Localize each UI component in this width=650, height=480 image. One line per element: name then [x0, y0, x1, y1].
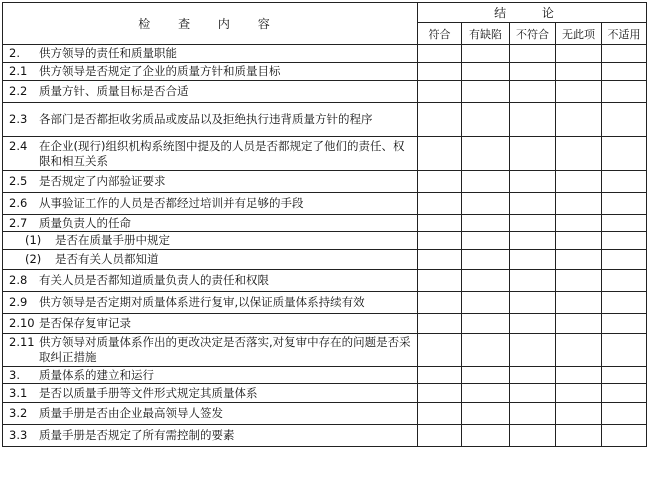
result-cell-nonconform[interactable] [510, 137, 556, 171]
result-cell-conform[interactable] [418, 367, 462, 384]
result-cell-nonconform[interactable] [510, 334, 556, 367]
table-row [3, 215, 647, 232]
result-cell-defect[interactable] [462, 81, 510, 103]
result-cell-defect[interactable] [462, 193, 510, 215]
result-cell-no-item[interactable] [556, 171, 602, 193]
result-cell-not-applicable[interactable] [602, 250, 647, 270]
item-number: 2.5 [9, 174, 28, 188]
row-content [3, 137, 418, 171]
result-cell-not-applicable[interactable] [602, 232, 647, 250]
row-content [3, 270, 418, 292]
result-cell-not-applicable[interactable] [602, 81, 647, 103]
result-cell-not-applicable[interactable] [602, 425, 647, 447]
table-row [3, 137, 647, 171]
result-cell-no-item[interactable] [556, 232, 602, 250]
result-cell-not-applicable[interactable] [602, 193, 647, 215]
result-cell-no-item[interactable] [556, 292, 602, 314]
checklist-sheet [2, 2, 646, 476]
result-cell-nonconform[interactable] [510, 292, 556, 314]
item-number: 2.6 [9, 196, 28, 210]
result-cell-defect[interactable] [462, 171, 510, 193]
item-number: 2.8 [9, 273, 28, 287]
result-cell-defect[interactable] [462, 334, 510, 367]
result-cell-conform[interactable] [418, 137, 462, 171]
item-number: 2.7 [9, 215, 28, 230]
row-content [3, 292, 418, 314]
item-number: 3.1 [9, 385, 28, 400]
item-text: 质量负责人的任命 [39, 215, 131, 230]
result-cell-nonconform[interactable] [510, 367, 556, 384]
result-cell-nonconform[interactable] [510, 63, 556, 81]
item-text: 质量方针、质量目标是否合适 [39, 84, 189, 98]
result-cell-conform[interactable] [418, 292, 462, 314]
result-cell-not-applicable[interactable] [602, 314, 647, 334]
result-cell-nonconform[interactable] [510, 45, 556, 63]
col-header-conform: 符合 [418, 23, 462, 45]
result-cell-conform[interactable] [418, 63, 462, 81]
result-cell-defect[interactable] [462, 137, 510, 171]
result-cell-defect[interactable] [462, 292, 510, 314]
item-text: 是否保存复审记录 [39, 316, 131, 330]
result-cell-nonconform[interactable] [510, 215, 556, 232]
result-cell-defect[interactable] [462, 215, 510, 232]
item-number: 3.2 [9, 406, 28, 420]
result-cell-defect[interactable] [462, 232, 510, 250]
result-cell-defect[interactable] [462, 45, 510, 63]
row-content [3, 81, 418, 103]
result-cell-no-item[interactable] [556, 367, 602, 384]
result-cell-no-item[interactable] [556, 103, 602, 137]
result-cell-no-item[interactable] [556, 425, 602, 447]
result-cell-nonconform[interactable] [510, 103, 556, 137]
result-cell-no-item[interactable] [556, 314, 602, 334]
table-row [3, 81, 647, 103]
row-content [3, 103, 418, 137]
result-cell-no-item[interactable] [556, 81, 602, 103]
item-text: 供方领导是否定期对质量体系进行复审,以保证质量体系持续有效 [39, 295, 365, 309]
result-cell-conform[interactable] [418, 270, 462, 292]
result-cell-conform[interactable] [418, 334, 462, 367]
item-number: (1) [25, 233, 42, 247]
result-cell-conform[interactable] [418, 45, 462, 63]
row-content [3, 314, 418, 334]
result-cell-not-applicable[interactable] [602, 137, 647, 171]
result-cell-nonconform[interactable] [510, 193, 556, 215]
item-number: (2) [25, 252, 42, 266]
row-content [3, 63, 418, 81]
result-cell-defect[interactable] [462, 103, 510, 137]
item-number: 3.3 [9, 428, 28, 442]
result-cell-not-applicable[interactable] [602, 367, 647, 384]
result-cell-nonconform[interactable] [510, 232, 556, 250]
checklist-body [3, 45, 647, 447]
result-cell-conform[interactable] [418, 193, 462, 215]
item-text: 质量手册是否由企业最高领导人签发 [39, 406, 223, 420]
result-cell-not-applicable[interactable] [602, 292, 647, 314]
item-number: 2.10 [9, 316, 35, 330]
table-row [3, 425, 647, 447]
result-cell-no-item[interactable] [556, 334, 602, 367]
table-row [3, 193, 647, 215]
result-cell-defect[interactable] [462, 367, 510, 384]
result-cell-nonconform[interactable] [510, 250, 556, 270]
result-cell-nonconform[interactable] [510, 270, 556, 292]
table-row [3, 250, 647, 270]
item-text: 供方领导对质量体系作出的更改决定是否落实,对复审中存在的问题是否采取纠正措施 [39, 335, 411, 364]
result-cell-no-item[interactable] [556, 250, 602, 270]
item-number: 3. [9, 367, 20, 382]
item-text: 是否在质量手册中规定 [55, 233, 170, 247]
result-cell-no-item[interactable] [556, 403, 602, 425]
result-cell-no-item[interactable] [556, 63, 602, 81]
col-header-nonconform: 不符合 [510, 23, 556, 45]
result-cell-not-applicable[interactable] [602, 171, 647, 193]
item-number: 2. [9, 46, 20, 60]
col-header-defect: 有缺陷 [462, 23, 510, 45]
item-text: 质量体系的建立和运行 [39, 367, 154, 382]
item-number: 2.4 [9, 138, 28, 153]
content-header: 检 查 内 容 [3, 3, 418, 45]
result-cell-conform[interactable] [418, 232, 462, 250]
result-cell-defect[interactable] [462, 63, 510, 81]
col-header-no-item: 无此项 [556, 23, 602, 45]
item-number: 2.9 [9, 295, 28, 309]
table-row [3, 45, 647, 63]
row-content [3, 334, 418, 367]
result-cell-no-item[interactable] [556, 215, 602, 232]
table-row [3, 292, 647, 314]
item-text: 供方领导的责任和质量职能 [39, 46, 177, 60]
result-cell-nonconform[interactable] [510, 384, 556, 403]
result-cell-conform[interactable] [418, 81, 462, 103]
result-cell-not-applicable[interactable] [602, 45, 647, 63]
item-text: 各部门是否都拒收劣质品或废品以及拒绝执行违背质量方针的程序 [39, 112, 373, 126]
result-cell-defect[interactable] [462, 384, 510, 403]
row-content [3, 232, 418, 250]
result-cell-conform[interactable] [418, 171, 462, 193]
table-row [3, 63, 647, 81]
item-text: 供方领导是否规定了企业的质量方针和质量目标 [39, 64, 281, 78]
result-cell-nonconform[interactable] [510, 314, 556, 334]
table-row [3, 103, 647, 137]
table-row [3, 314, 647, 334]
row-content [3, 250, 418, 270]
item-number: 2.1 [9, 64, 28, 78]
item-text: 在企业(现行)组织机构系统图中提及的人员是否都规定了他们的责任、权限和相互关系 [39, 138, 405, 168]
result-cell-defect[interactable] [462, 314, 510, 334]
result-cell-defect[interactable] [462, 403, 510, 425]
checklist-table [2, 2, 647, 447]
conclusion-header: 结 论 [418, 3, 647, 23]
result-cell-not-applicable[interactable] [602, 403, 647, 425]
result-cell-defect[interactable] [462, 425, 510, 447]
item-text: 是否以质量手册等文件形式规定其质量体系 [39, 385, 258, 400]
item-text: 是否规定了内部验证要求 [39, 174, 166, 188]
result-cell-no-item[interactable] [556, 193, 602, 215]
table-row [3, 403, 647, 425]
item-number: 2.3 [9, 112, 28, 126]
table-row [3, 270, 647, 292]
row-content [3, 425, 418, 447]
row-content [3, 403, 418, 425]
result-cell-nonconform[interactable] [510, 403, 556, 425]
result-cell-nonconform[interactable] [510, 81, 556, 103]
item-number: 2.2 [9, 84, 28, 98]
result-cell-conform[interactable] [418, 103, 462, 137]
result-cell-defect[interactable] [462, 250, 510, 270]
table-row [3, 232, 647, 250]
item-text: 从事验证工作的人员是否都经过培训并有足够的手段 [39, 196, 304, 210]
row-content [3, 171, 418, 193]
item-text: 质量手册是否规定了所有需控制的要素 [39, 428, 235, 442]
row-content [3, 367, 418, 384]
row-content [3, 215, 418, 232]
row-content [3, 193, 418, 215]
result-cell-conform[interactable] [418, 384, 462, 403]
result-cell-not-applicable[interactable] [602, 270, 647, 292]
result-cell-nonconform[interactable] [510, 425, 556, 447]
result-cell-conform[interactable] [418, 215, 462, 232]
result-cell-no-item[interactable] [556, 384, 602, 403]
result-cell-no-item[interactable] [556, 45, 602, 63]
result-cell-defect[interactable] [462, 270, 510, 292]
row-content [3, 45, 418, 63]
row-content [3, 384, 418, 403]
item-number: 2.11 [9, 335, 35, 349]
col-header-not-applicable: 不适用 [602, 23, 647, 45]
table-row [3, 171, 647, 193]
table-row [3, 384, 647, 403]
result-cell-nonconform[interactable] [510, 171, 556, 193]
result-cell-conform[interactable] [418, 425, 462, 447]
item-text: 有关人员是否都知道质量负责人的责任和权限 [39, 273, 269, 287]
result-cell-not-applicable[interactable] [602, 215, 647, 232]
result-cell-conform[interactable] [418, 403, 462, 425]
result-cell-conform[interactable] [418, 314, 462, 334]
result-cell-conform[interactable] [418, 250, 462, 270]
result-cell-not-applicable[interactable] [602, 63, 647, 81]
result-cell-not-applicable[interactable] [602, 103, 647, 137]
result-cell-no-item[interactable] [556, 270, 602, 292]
result-cell-not-applicable[interactable] [602, 334, 647, 367]
result-cell-no-item[interactable] [556, 137, 602, 171]
result-cell-not-applicable[interactable] [602, 384, 647, 403]
table-row [3, 334, 647, 367]
item-text: 是否有关人员都知道 [55, 252, 159, 266]
table-row [3, 367, 647, 384]
